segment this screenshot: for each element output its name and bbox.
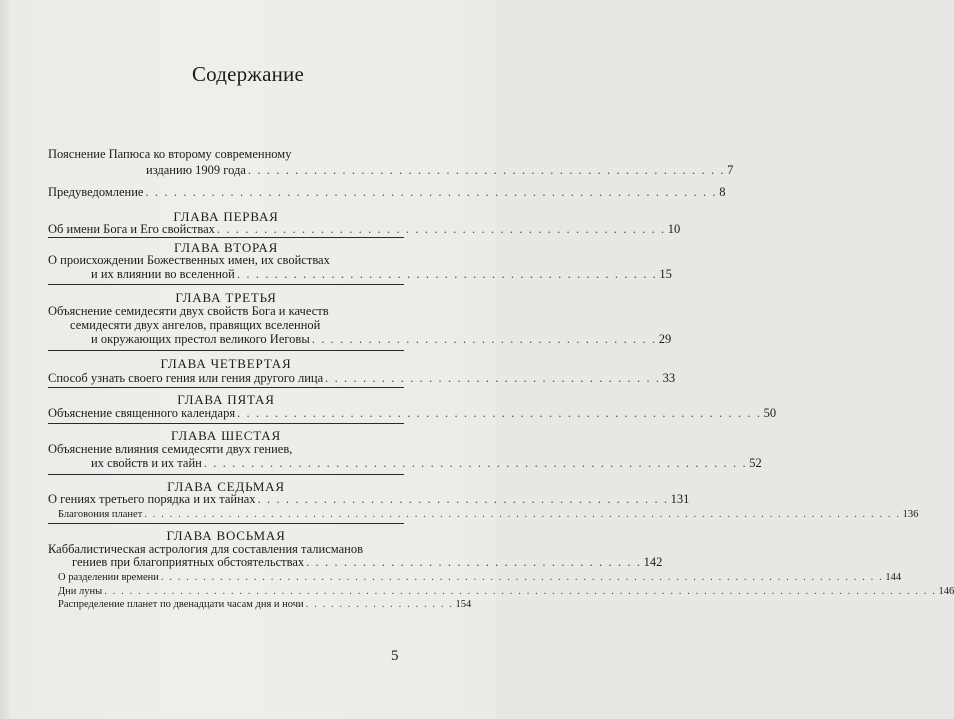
section-divider bbox=[48, 284, 404, 285]
toc-entry bbox=[91, 456, 762, 471]
toc-entry-text: Благовония планет bbox=[58, 509, 143, 520]
toc-entry bbox=[91, 267, 672, 282]
page-number: 136 bbox=[902, 509, 919, 520]
page-number: 10 bbox=[667, 222, 681, 236]
chapter-heading: ГЛАВА ВТОРАЯ bbox=[173, 240, 279, 255]
dot-leader: . . . . . . . . . . . . . . . . . . . . . . . . . . . . . . . . . . . . bbox=[325, 371, 661, 385]
dot-leader: . . . . . . . . . . . . . . . . . . . . . . . . . . . . . . . . . . . . . . . . . . . . bbox=[257, 492, 669, 506]
toc-subentry bbox=[58, 597, 472, 612]
dot-leader: . . . . . . . . . . . . . . . . . . . . . . . . . . . . . . . . . . . . . . . . . . . . . . . . . . . . . . . . . . . . . . . . . . . . . . . . . . . . . . . . . . . . . . . . . . . . . . . . . . . bbox=[104, 586, 937, 597]
page-number: 142 bbox=[643, 555, 663, 569]
toc-entry-text: изданию 1909 года bbox=[146, 163, 246, 177]
folio-page-number: 5 bbox=[391, 648, 399, 664]
toc-entry bbox=[48, 185, 726, 200]
toc-entry-text: Пояснение Папюса ко второму современному bbox=[48, 147, 292, 161]
dot-leader: . . . . . . . . . . . . . . . . . . . . . . . . . . . . . . . . . . . . . bbox=[311, 332, 657, 346]
page-number: 52 bbox=[749, 456, 762, 470]
page-number: 33 bbox=[662, 371, 676, 385]
toc-entry-text: О гениях третьего порядка и их тайнах bbox=[48, 492, 256, 506]
toc-subentry bbox=[58, 570, 902, 585]
page-number: 131 bbox=[670, 492, 690, 506]
toc-entry bbox=[48, 371, 676, 386]
page-number: 144 bbox=[885, 572, 902, 583]
toc-entry-text: Объяснение священного календаря bbox=[48, 406, 236, 420]
dot-leader: . . . . . . . . . . . . . . . . . . . . . . . . . . . . . . . . . . . . . . . . . . . . . . . . bbox=[216, 222, 666, 236]
page-number: 146 bbox=[938, 586, 954, 597]
chapter-heading: ГЛАВА ПЯТАЯ bbox=[177, 392, 275, 407]
dot-leader: . . . . . . . . . . . . . . . . . . . . . . . . . . . . . . . . . . . . bbox=[306, 555, 642, 569]
chapter-heading: ГЛАВА ПЕРВАЯ bbox=[173, 209, 279, 224]
dot-leader: . . . . . . . . . . . . . . . . . . . . . . . . . . . . . . . . . . . . . . . . . . . . . . . . . . . bbox=[247, 163, 726, 177]
dot-leader: . . . . . . . . . . . . . . . . . . . . . . . . . . . . . . . . . . . . . . . . . . . . . . . . . . . . . . . . . . bbox=[203, 456, 748, 470]
toc-entry bbox=[72, 555, 663, 570]
chapter-heading: ГЛАВА СЕДЬМАЯ bbox=[167, 479, 285, 494]
dot-leader: . . . . . . . . . . . . . . . . . . . . . . . . . . . . . . . . . . . . . . . . . . . . . bbox=[236, 267, 658, 281]
chapter-heading: ГЛАВА ЧЕТВЕРТАЯ bbox=[160, 356, 292, 371]
toc-entry-text: Способ узнать своего гения или гения другого лица bbox=[48, 371, 324, 385]
page-number: 29 bbox=[658, 332, 672, 346]
section-divider bbox=[48, 474, 404, 475]
toc-entry-text: Каббалистическая астрология для составления талисманов bbox=[48, 542, 363, 556]
toc-entry bbox=[48, 492, 690, 507]
chapter-heading: ГЛАВА ШЕСТАЯ bbox=[171, 428, 281, 443]
toc-entry-text: Предуведомление bbox=[48, 185, 144, 199]
toc-entry-text: и их влиянии во вселенной bbox=[91, 267, 235, 281]
toc-subentry bbox=[58, 507, 919, 522]
toc-entry-text: Распределение планет по двенадцати часам дня и ночи bbox=[58, 599, 304, 610]
toc-entry-text: семидесяти двух ангелов, правящих вселенной bbox=[70, 318, 321, 332]
toc-entry bbox=[48, 406, 777, 421]
toc-entry-text: Об имени Бога и Его свойствах bbox=[48, 222, 215, 236]
chapter-heading: ГЛАВА ТРЕТЬЯ bbox=[175, 290, 277, 305]
section-divider bbox=[48, 237, 404, 238]
dot-leader: . . . . . . . . . . . . . . . . . . bbox=[305, 599, 454, 610]
section-divider bbox=[48, 523, 404, 524]
toc-entry bbox=[48, 222, 681, 237]
toc-entry bbox=[91, 332, 672, 347]
dot-leader: . . . . . . . . . . . . . . . . . . . . . . . . . . . . . . . . . . . . . . . . . . . . . . . . . . . . . . . . . . . . . . . . . . . . . . . . . . . . . . . . . . . . . . bbox=[160, 572, 884, 583]
toc-entry-text: гениев при благоприятных обстоятельствах bbox=[72, 555, 305, 569]
dot-leader: . . . . . . . . . . . . . . . . . . . . . . . . . . . . . . . . . . . . . . . . . . . . . . . . . . . . . . . . . . . . . bbox=[145, 185, 718, 199]
section-divider bbox=[48, 423, 404, 424]
toc-entry bbox=[146, 163, 734, 178]
section-divider bbox=[48, 350, 404, 351]
toc-entry-text: Дни луны bbox=[58, 586, 103, 597]
page-title: Содержание bbox=[191, 62, 305, 86]
page-number: 15 bbox=[659, 267, 672, 281]
section-divider bbox=[48, 387, 404, 388]
page-number: 154 bbox=[455, 599, 472, 610]
page-number: 8 bbox=[719, 185, 726, 199]
page-number: 50 bbox=[763, 406, 777, 420]
chapter-heading: ГЛАВА ВОСЬМАЯ bbox=[166, 528, 286, 543]
toc-entry-text: О происхождении Божественных имен, их свойствах bbox=[48, 253, 330, 267]
dot-leader: . . . . . . . . . . . . . . . . . . . . . . . . . . . . . . . . . . . . . . . . . . . . . . . . . . . . . . . . bbox=[237, 406, 762, 420]
toc-entry-text: О разделении времени bbox=[58, 572, 159, 583]
toc-entry-text: Объяснение влияния семидесяти двух гениев, bbox=[48, 442, 293, 456]
toc-entry-text: и окружающих престол великого Иеговы bbox=[91, 332, 310, 346]
toc-entry-text: их свойств и их тайн bbox=[91, 456, 202, 470]
dot-leader: . . . . . . . . . . . . . . . . . . . . . . . . . . . . . . . . . . . . . . . . . . . . . . . . . . . . . . . . . . . . . . . . . . . . . . . . . . . . . . . . . . . . . . . . . . bbox=[144, 509, 901, 520]
page-number: 7 bbox=[727, 163, 734, 177]
toc-entry-text: Объяснение семидесяти двух свойств Бога и качеств bbox=[48, 304, 329, 318]
